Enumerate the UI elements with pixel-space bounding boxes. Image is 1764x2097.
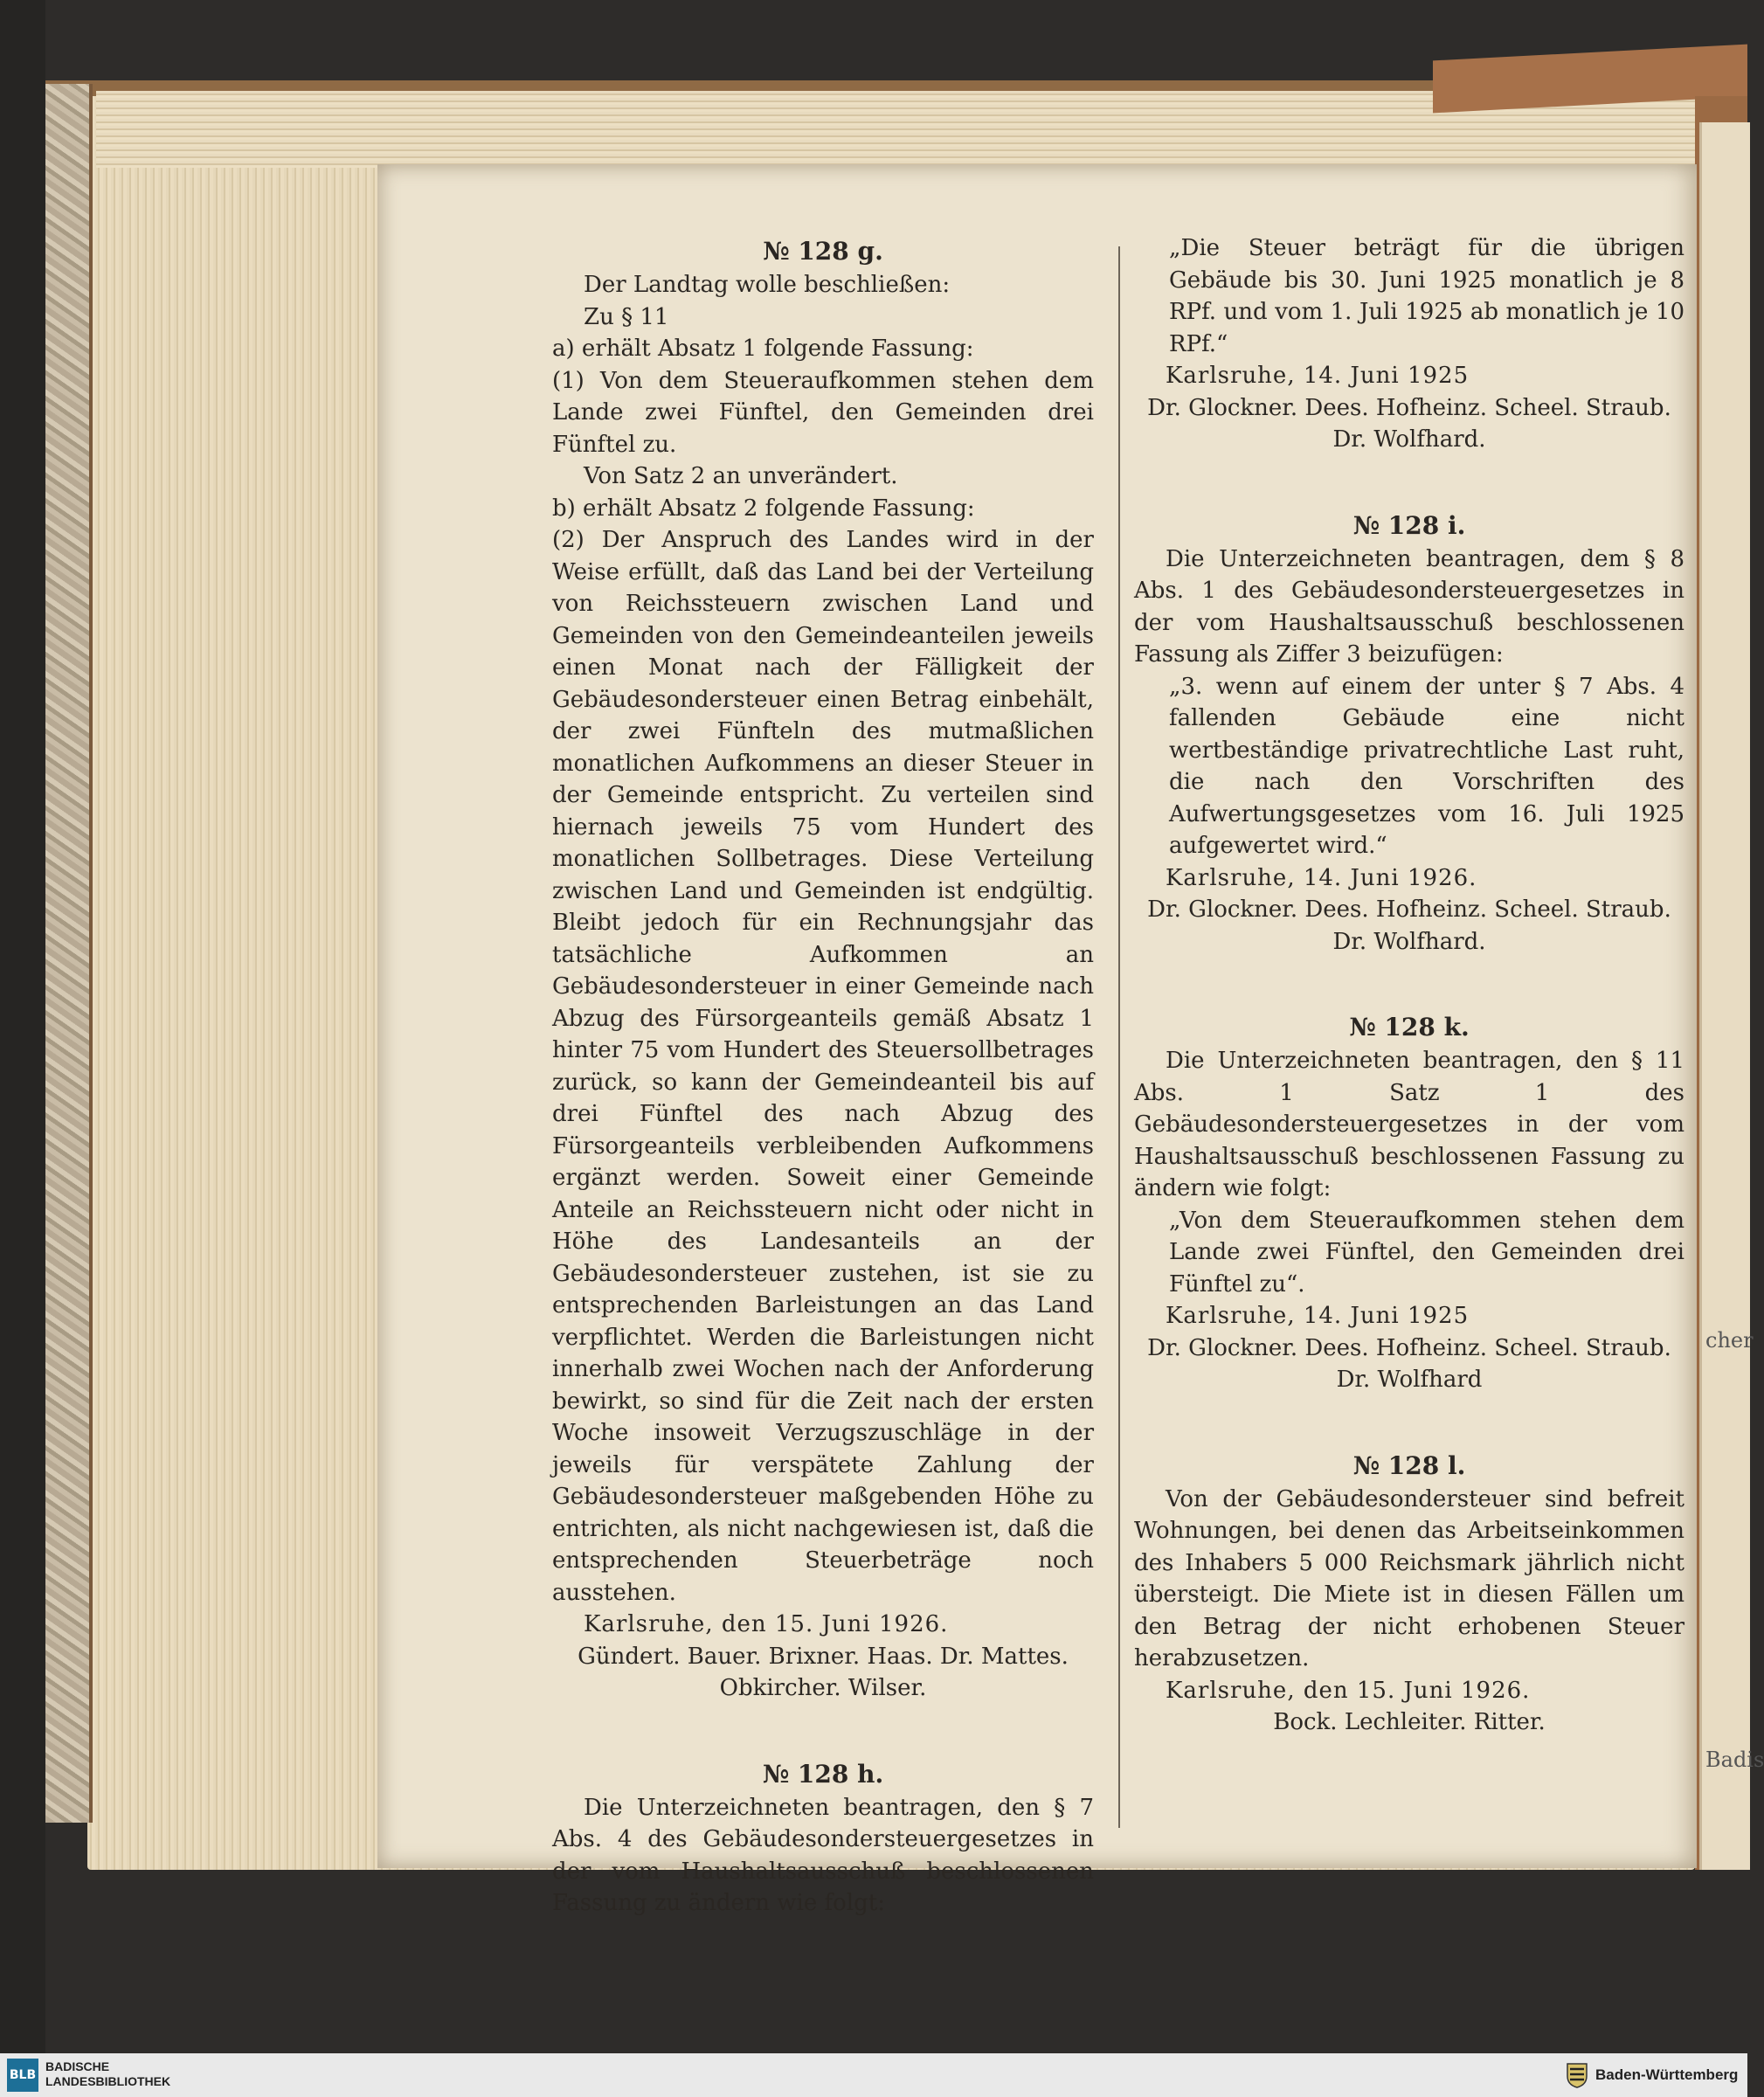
footer-bar	[0, 2053, 1747, 2097]
coat-of-arms-icon	[1566, 2062, 1588, 2088]
right-column	[1134, 232, 1684, 1739]
state-name: Baden-Württemberg	[1595, 2066, 1739, 2083]
place-date: Karlsruhe, 14. Juni 1925	[1166, 363, 1470, 389]
signatures: Dr. Glockner. Dees. Hofheinz. Scheel. Straub.	[1147, 896, 1671, 923]
spacer	[1134, 958, 1684, 1010]
next-page-fragment: cher	[1705, 1328, 1754, 1353]
library-name	[45, 2059, 170, 2089]
section-heading: № 128 k.	[1349, 1013, 1470, 1042]
signatures: Dr. Glockner. Dees. Hofheinz. Scheel. Straub.	[1147, 394, 1671, 421]
library-name-line: LANDESBIBLIOTHEK	[45, 2074, 171, 2088]
paragraph: Die Unterzeichneten beantragen, den § 7 Abs. 4 des Gebäudesondersteuergesetzes in der vom Haushaltsausschuß beschlossenen Fassung zu ändern wie folgt:	[552, 1794, 1094, 1916]
signatures: Dr. Wolfhard.	[1332, 928, 1486, 955]
next-page-edge	[1699, 122, 1764, 1870]
quote: „3. wenn auf einem der unter § 7 Abs. 4 fallenden Gebäude eine nicht wertbeständige privatrechtliche Last ruht, die nach den Vorschriften des Aufwertungsgesetzes vom 16. Juli 1925 aufgewertet wird.“	[1169, 673, 1684, 859]
library-name-line: BADISCHE	[45, 2059, 110, 2073]
quote: „Von dem Steueraufkommen stehen dem Lande zwei Fünftel, den Gemeinden drei Fünftel zu“.	[1169, 1207, 1684, 1298]
spacer	[1134, 1396, 1684, 1449]
signatures: Dr. Wolfhard	[1336, 1367, 1483, 1393]
blb-logo[interactable]: BLB	[7, 2059, 38, 2092]
place-date: Karlsruhe, den 15. Juni 1926.	[584, 1611, 949, 1637]
paragraph: (2) Der Anspruch des Landes wird in der Weise erfüllt, daß das Land bei der Verteilung von Reichssteuern zwischen Land und Gemeinden von den Gemeindeanteilen jeweils einen Monat nach der Fälligkeit der Gebäudesondersteuer einen Betrag einbehält, der zwei Fünfteln des mutmaßlichen monatlichen Aufkommens an dieser Steuer in der Gemeinde entspricht. Zu verteilen sind hiernach jeweils 75 vom Hundert des monatlichen Sollbetrages. Diese Verteilung zwischen Land und Gemeinden ist endgültig. Bleibt jedoch für ein Rechnungsjahr das tatsächliche Aufkommen an Gebäudesondersteuer in einer Gemeinde nach Abzug des Fürsorgeanteils gemäß Absatz 1 hinter 75 vom Hundert des Steuersollbetrages zurück, so kann der Gemeindeanteil bis auf drei Fünftel des nach Abzug des Fürsorgeanteils verbleibenden Aufkommens ergänzt werden. Soweit einer Gemeinde Anteile an Reichssteuern nicht oder nicht in Höhe des Landesanteils an der Gebäudesondersteuer zustehen, ist sie zu entsprechenden Barleistungen an das Land verpflichtet. Werden die Barleistungen nicht innerhalb zwei Wochen nach der Anforderung bewirkt, so sind für die Zeit nach der ersten Woche insoweit Verzugszuschläge in der jeweils für verspätete Zahlung der Gebäudesondersteuer maßgebenden Höhe zu entrichten, als nicht nachgewiesen ist, daß die entsprechenden Steuerbeträge noch ausstehen.	[552, 527, 1094, 1606]
signatures: Dr. Glockner. Dees. Hofheinz. Scheel. Straub.	[1147, 1334, 1671, 1361]
section-heading: № 128 g.	[763, 237, 883, 266]
signatures: Bock. Lechleiter. Ritter.	[1273, 1709, 1546, 1735]
next-page-fragment: Badis	[1705, 1748, 1764, 1772]
section-heading: № 128 l.	[1352, 1450, 1466, 1480]
document-page	[377, 164, 1697, 1916]
paragraph: Die Unterzeichneten beantragen, dem § 8 Abs. 1 des Gebäudesondersteuergesetzes in der vom Haushaltsausschuß beschlossenen Fassung als Ziffer 3 beizufügen:	[1134, 545, 1684, 668]
spacer	[552, 1705, 1094, 1757]
section-heading: № 128 i.	[1352, 510, 1466, 540]
section-ref: Zu § 11	[584, 303, 669, 330]
signatures: Gündert. Bauer. Brixner. Haas. Dr. Mattes.	[578, 1643, 1069, 1670]
scan-background	[0, 0, 45, 2053]
left-column	[552, 234, 1094, 1920]
intro-text: Der Landtag wolle beschließen:	[584, 272, 951, 298]
place-date: Karlsruhe, 14. Juni 1926.	[1166, 864, 1477, 891]
spacer	[1134, 456, 1684, 509]
column-divider	[1118, 246, 1120, 1828]
paragraph: Von Satz 2 an unverändert.	[584, 463, 898, 489]
section-heading: № 128 h.	[762, 1759, 884, 1789]
paragraph: Von der Gebäudesondersteuer sind befreit Wohnungen, bei denen das Arbeitseinkommen des Inhabers 5 000 Reichsmark jährlich nicht übersteigt. Die Miete ist in diesen Fällen um den Betrag der nicht erhobenen Steuer herabzusetzen.	[1134, 1485, 1684, 1671]
paragraph: Die Unterzeichneten beantragen, den § 11 Abs. 1 Satz 1 des Gebäudesondersteuergesetzes in der vom Haushaltsausschuß beschlossenen Fassung zu ändern wie folgt:	[1134, 1048, 1684, 1201]
quote: „Die Steuer beträgt für die übrigen Gebäude bis 30. Juni 1925 monatlich je 8 RPf. und vom 1. Juli 1925 ab monatlich je 10 RPf.“	[1169, 235, 1684, 357]
signatures: Obkircher. Wilser.	[719, 1675, 927, 1701]
place-date: Karlsruhe, 14. Juni 1925	[1166, 1303, 1470, 1329]
item-label: a) erhält Absatz 1 folgende Fassung:	[552, 336, 974, 362]
item-label: b) erhält Absatz 2 folgende Fassung:	[552, 495, 975, 522]
place-date: Karlsruhe, den 15. Juni 1926.	[1166, 1677, 1531, 1704]
signatures: Dr. Wolfhard.	[1332, 426, 1486, 453]
paragraph: (1) Von dem Steueraufkommen stehen dem Lande zwei Fünftel, den Gemeinden drei Fünftel zu.	[552, 367, 1094, 458]
marbled-cover	[45, 84, 93, 1823]
